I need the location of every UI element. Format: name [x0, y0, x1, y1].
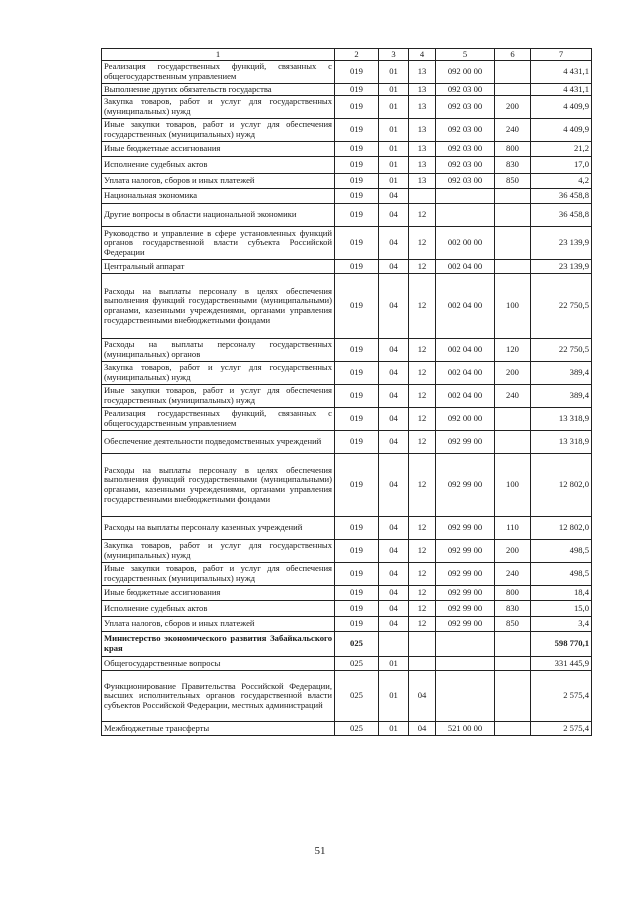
cell-subsection2-code: 12 — [409, 204, 436, 227]
table-row — [102, 157, 592, 174]
cell-section-code: 019 — [335, 119, 379, 142]
cell-target-code: 002 04 00 — [436, 362, 495, 385]
table-row — [102, 204, 592, 227]
cell-section-code: 019 — [335, 454, 379, 517]
cell-amount: 389,4 — [531, 362, 592, 385]
cell-subsection2-code: 12 — [409, 408, 436, 431]
cell-subsection2-code: 13 — [409, 157, 436, 174]
cell-subsection-code — [379, 632, 409, 657]
table-row — [102, 517, 592, 540]
table-row — [102, 431, 592, 454]
cell-expense-type-code — [495, 431, 531, 454]
cell-row-name: Закупка товаров, работ и услуг для государственных (муниципальных) нужд — [102, 96, 335, 119]
cell-row-name: Функционирование Правительства Российской Федерации, высших исполнительных органов государственной власти субъектов Российской Федерации, местных администраций — [102, 671, 335, 722]
cell-subsection2-code: 12 — [409, 227, 436, 260]
cell-row-name: Расходы на выплаты персоналу казенных учреждений — [102, 517, 335, 540]
cell-target-code: 092 03 00 — [436, 84, 495, 96]
cell-subsection-code: 01 — [379, 119, 409, 142]
cell-amount: 36 458,8 — [531, 204, 592, 227]
table-row — [102, 274, 592, 339]
cell-expense-type-code: 830 — [495, 601, 531, 617]
cell-section-code: 019 — [335, 540, 379, 563]
cell-amount: 23 139,9 — [531, 260, 592, 274]
table-row — [102, 722, 592, 736]
cell-section-code: 019 — [335, 204, 379, 227]
cell-subsection2-code: 13 — [409, 84, 436, 96]
cell-subsection-code: 04 — [379, 408, 409, 431]
table-row — [102, 657, 592, 671]
cell-target-code: 092 00 00 — [436, 61, 495, 84]
cell-subsection2-code: 13 — [409, 142, 436, 157]
cell-section-code: 019 — [335, 227, 379, 260]
cell-subsection-code: 04 — [379, 563, 409, 586]
cell-amount: 4 409,9 — [531, 119, 592, 142]
cell-subsection-code: 01 — [379, 722, 409, 736]
cell-expense-type-code: 100 — [495, 454, 531, 517]
cell-expense-type-code — [495, 204, 531, 227]
cell-target-code: 092 99 00 — [436, 601, 495, 617]
cell-target-code: 002 04 00 — [436, 260, 495, 274]
cell-target-code: 092 03 00 — [436, 157, 495, 174]
cell-amount: 498,5 — [531, 563, 592, 586]
header-cell: 4 — [409, 49, 436, 61]
cell-expense-type-code: 850 — [495, 174, 531, 189]
cell-target-code — [436, 189, 495, 204]
cell-row-name: Реализация государственных функций, связанных с общегосударственным управлением — [102, 61, 335, 84]
cell-target-code: 002 00 00 — [436, 227, 495, 260]
cell-amount: 12 802,0 — [531, 517, 592, 540]
cell-section-code: 019 — [335, 260, 379, 274]
cell-subsection2-code: 12 — [409, 617, 436, 632]
cell-subsection-code: 01 — [379, 142, 409, 157]
cell-expense-type-code — [495, 260, 531, 274]
cell-target-code: 092 03 00 — [436, 96, 495, 119]
table-row — [102, 586, 592, 601]
cell-target-code: 092 99 00 — [436, 454, 495, 517]
cell-row-name: Закупка товаров, работ и услуг для государственных (муниципальных) нужд — [102, 540, 335, 563]
cell-expense-type-code — [495, 671, 531, 722]
cell-expense-type-code — [495, 84, 531, 96]
header-cell: 6 — [495, 49, 531, 61]
cell-row-name: Иные закупки товаров, работ и услуг для обеспечения государственных (муниципальных) нужд — [102, 119, 335, 142]
cell-subsection2-code: 13 — [409, 119, 436, 142]
cell-row-name: Центральный аппарат — [102, 260, 335, 274]
cell-row-name: Национальная экономика — [102, 189, 335, 204]
cell-expense-type-code: 200 — [495, 540, 531, 563]
table-row — [102, 96, 592, 119]
cell-row-name: Обеспечение деятельности подведомственных учреждений — [102, 431, 335, 454]
cell-amount: 4 431,1 — [531, 61, 592, 84]
cell-expense-type-code: 200 — [495, 96, 531, 119]
cell-target-code: 521 00 00 — [436, 722, 495, 736]
cell-target-code — [436, 204, 495, 227]
cell-expense-type-code: 200 — [495, 362, 531, 385]
cell-subsection2-code: 12 — [409, 601, 436, 617]
table-row — [102, 408, 592, 431]
cell-amount: 13 318,9 — [531, 408, 592, 431]
cell-subsection-code: 01 — [379, 84, 409, 96]
cell-amount: 2 575,4 — [531, 671, 592, 722]
cell-subsection-code: 01 — [379, 671, 409, 722]
cell-target-code: 092 99 00 — [436, 586, 495, 601]
cell-amount: 3,4 — [531, 617, 592, 632]
cell-section-code: 025 — [335, 671, 379, 722]
table-row — [102, 260, 592, 274]
cell-row-name: Уплата налогов, сборов и иных платежей — [102, 617, 335, 632]
cell-target-code: 002 04 00 — [436, 339, 495, 362]
cell-subsection-code: 04 — [379, 274, 409, 339]
cell-expense-type-code: 100 — [495, 274, 531, 339]
cell-subsection-code: 04 — [379, 586, 409, 601]
cell-subsection-code: 04 — [379, 339, 409, 362]
cell-row-name: Руководство и управление в сфере установленных функций органов государственной власти субъекта Российской Федерации — [102, 227, 335, 260]
cell-row-name: Расходы на выплаты персоналу государственных (муниципальных) органов — [102, 339, 335, 362]
cell-target-code: 092 03 00 — [436, 119, 495, 142]
cell-subsection2-code: 04 — [409, 671, 436, 722]
cell-subsection2-code: 12 — [409, 339, 436, 362]
cell-target-code: 092 03 00 — [436, 142, 495, 157]
cell-amount: 23 139,9 — [531, 227, 592, 260]
cell-target-code — [436, 657, 495, 671]
budget-table — [101, 48, 592, 736]
cell-section-code: 019 — [335, 61, 379, 84]
cell-section-code: 019 — [335, 84, 379, 96]
cell-expense-type-code: 800 — [495, 586, 531, 601]
cell-subsection-code: 01 — [379, 174, 409, 189]
cell-row-name: Иные закупки товаров, работ и услуг для обеспечения государственных (муниципальных) нужд — [102, 563, 335, 586]
cell-section-code: 019 — [335, 174, 379, 189]
cell-target-code: 092 99 00 — [436, 563, 495, 586]
cell-subsection2-code: 12 — [409, 274, 436, 339]
cell-section-code: 019 — [335, 617, 379, 632]
header-cell: 3 — [379, 49, 409, 61]
cell-section-code: 019 — [335, 431, 379, 454]
cell-expense-type-code: 800 — [495, 142, 531, 157]
cell-subsection2-code — [409, 657, 436, 671]
header-cell: 1 — [102, 49, 335, 61]
cell-subsection-code: 04 — [379, 601, 409, 617]
cell-row-name: Расходы на выплаты персоналу в целях обеспечения выполнения функций государственными (муниципальными) органами, казенными учреждениями, органами управления государственными внебюджетными фондами — [102, 274, 335, 339]
page-number: 51 — [314, 845, 326, 857]
cell-amount: 331 445,9 — [531, 657, 592, 671]
cell-subsection-code: 04 — [379, 431, 409, 454]
cell-expense-type-code: 240 — [495, 563, 531, 586]
cell-amount: 15,0 — [531, 601, 592, 617]
table-row — [102, 174, 592, 189]
cell-target-code: 002 04 00 — [436, 274, 495, 339]
cell-target-code: 092 00 00 — [436, 408, 495, 431]
cell-expense-type-code: 110 — [495, 517, 531, 540]
cell-amount: 18,4 — [531, 586, 592, 601]
cell-expense-type-code: 830 — [495, 157, 531, 174]
cell-row-name: Иные бюджетные ассигнования — [102, 142, 335, 157]
cell-expense-type-code — [495, 61, 531, 84]
cell-subsection2-code: 12 — [409, 563, 436, 586]
cell-expense-type-code: 120 — [495, 339, 531, 362]
cell-expense-type-code — [495, 189, 531, 204]
cell-section-code: 019 — [335, 362, 379, 385]
cell-section-code: 025 — [335, 657, 379, 671]
cell-target-code — [436, 632, 495, 657]
cell-amount: 2 575,4 — [531, 722, 592, 736]
cell-amount: 12 802,0 — [531, 454, 592, 517]
cell-amount: 36 458,8 — [531, 189, 592, 204]
cell-amount: 13 318,9 — [531, 431, 592, 454]
cell-subsection2-code: 13 — [409, 96, 436, 119]
table-row — [102, 61, 592, 84]
cell-amount: 598 770,1 — [531, 632, 592, 657]
cell-row-name: Иные закупки товаров, работ и услуг для обеспечения государственных (муниципальных) нужд — [102, 385, 335, 408]
table-row — [102, 385, 592, 408]
cell-expense-type-code — [495, 657, 531, 671]
cell-subsection2-code: 12 — [409, 362, 436, 385]
table-row — [102, 84, 592, 96]
cell-subsection2-code: 12 — [409, 431, 436, 454]
cell-row-name: Выполнение других обязательств государства — [102, 84, 335, 96]
cell-section-code: 019 — [335, 601, 379, 617]
cell-section-code: 019 — [335, 385, 379, 408]
cell-subsection-code: 01 — [379, 657, 409, 671]
cell-section-code: 019 — [335, 563, 379, 586]
cell-subsection-code: 01 — [379, 157, 409, 174]
cell-amount: 22 750,5 — [531, 339, 592, 362]
cell-section-code: 019 — [335, 274, 379, 339]
cell-subsection-code: 04 — [379, 617, 409, 632]
cell-expense-type-code: 850 — [495, 617, 531, 632]
cell-subsection2-code: 12 — [409, 454, 436, 517]
cell-amount: 389,4 — [531, 385, 592, 408]
table-row — [102, 601, 592, 617]
cell-section-code: 025 — [335, 632, 379, 657]
cell-amount: 4 431,1 — [531, 84, 592, 96]
cell-subsection2-code: 04 — [409, 722, 436, 736]
cell-section-code: 019 — [335, 189, 379, 204]
table-row — [102, 540, 592, 563]
cell-section-code: 019 — [335, 339, 379, 362]
cell-target-code: 002 04 00 — [436, 385, 495, 408]
cell-row-name: Уплата налогов, сборов и иных платежей — [102, 174, 335, 189]
cell-expense-type-code: 240 — [495, 385, 531, 408]
cell-subsection2-code: 12 — [409, 260, 436, 274]
cell-subsection-code: 04 — [379, 540, 409, 563]
cell-section-code: 019 — [335, 517, 379, 540]
cell-target-code: 092 99 00 — [436, 517, 495, 540]
table-row — [102, 339, 592, 362]
cell-row-name: Иные бюджетные ассигнования — [102, 586, 335, 601]
table-row — [102, 142, 592, 157]
cell-subsection2-code: 13 — [409, 174, 436, 189]
cell-subsection2-code: 12 — [409, 385, 436, 408]
cell-section-code: 019 — [335, 157, 379, 174]
table-row — [102, 617, 592, 632]
cell-subsection-code: 01 — [379, 61, 409, 84]
cell-subsection-code: 04 — [379, 454, 409, 517]
cell-row-name: Реализация государственных функций, связанных с общегосударственным управлением — [102, 408, 335, 431]
cell-row-name: Межбюджетные трансферты — [102, 722, 335, 736]
header-cell: 2 — [335, 49, 379, 61]
cell-row-name: Исполнение судебных актов — [102, 601, 335, 617]
table-row — [102, 671, 592, 722]
cell-subsection-code: 04 — [379, 204, 409, 227]
cell-amount: 22 750,5 — [531, 274, 592, 339]
cell-section-code: 019 — [335, 586, 379, 601]
cell-section-code: 019 — [335, 142, 379, 157]
cell-row-name: Министерство экономического развития Забайкальского края — [102, 632, 335, 657]
cell-subsection-code: 04 — [379, 227, 409, 260]
cell-subsection-code: 01 — [379, 96, 409, 119]
cell-section-code: 019 — [335, 96, 379, 119]
cell-subsection2-code: 12 — [409, 586, 436, 601]
header-cell: 5 — [436, 49, 495, 61]
table-row — [102, 189, 592, 204]
cell-subsection2-code — [409, 189, 436, 204]
cell-expense-type-code — [495, 632, 531, 657]
cell-row-name: Другие вопросы в области национальной экономики — [102, 204, 335, 227]
cell-amount: 21,2 — [531, 142, 592, 157]
cell-expense-type-code — [495, 227, 531, 260]
cell-amount: 4 409,9 — [531, 96, 592, 119]
cell-subsection-code: 04 — [379, 385, 409, 408]
table-row — [102, 227, 592, 260]
cell-section-code: 025 — [335, 722, 379, 736]
cell-subsection2-code — [409, 632, 436, 657]
cell-subsection2-code: 13 — [409, 61, 436, 84]
cell-expense-type-code — [495, 722, 531, 736]
cell-subsection-code: 04 — [379, 189, 409, 204]
cell-row-name: Закупка товаров, работ и услуг для государственных (муниципальных) нужд — [102, 362, 335, 385]
header-cell: 7 — [531, 49, 592, 61]
cell-target-code: 092 99 00 — [436, 617, 495, 632]
cell-row-name: Общегосударственные вопросы — [102, 657, 335, 671]
cell-expense-type-code: 240 — [495, 119, 531, 142]
cell-expense-type-code — [495, 408, 531, 431]
table-row — [102, 119, 592, 142]
table-header-row — [102, 49, 592, 61]
cell-subsection2-code: 12 — [409, 517, 436, 540]
cell-subsection-code: 04 — [379, 362, 409, 385]
cell-target-code: 092 99 00 — [436, 540, 495, 563]
cell-target-code: 092 99 00 — [436, 431, 495, 454]
cell-section-code: 019 — [335, 408, 379, 431]
table-row — [102, 632, 592, 657]
cell-amount: 498,5 — [531, 540, 592, 563]
table-row — [102, 454, 592, 517]
cell-subsection-code: 04 — [379, 517, 409, 540]
cell-subsection-code: 04 — [379, 260, 409, 274]
cell-amount: 17,0 — [531, 157, 592, 174]
cell-row-name: Исполнение судебных актов — [102, 157, 335, 174]
table-row — [102, 362, 592, 385]
cell-amount: 4,2 — [531, 174, 592, 189]
cell-subsection2-code: 12 — [409, 540, 436, 563]
cell-target-code — [436, 671, 495, 722]
cell-target-code: 092 03 00 — [436, 174, 495, 189]
table-row — [102, 563, 592, 586]
cell-row-name: Расходы на выплаты персоналу в целях обеспечения выполнения функций государственными (муниципальными) органами, казенными учреждениями, органами управления государственными внебюджетными фондами — [102, 454, 335, 517]
